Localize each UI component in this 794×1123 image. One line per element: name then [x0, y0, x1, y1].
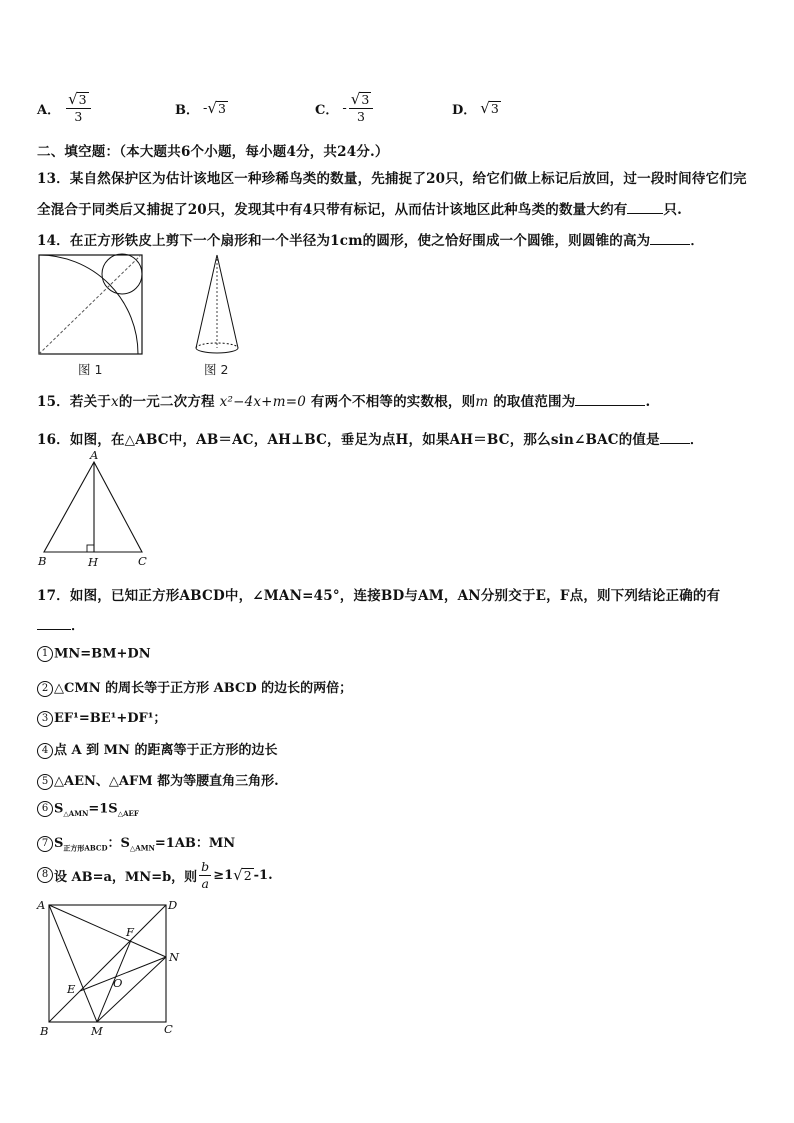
q17-item-1: 1 MN=BM+DN — [37, 646, 151, 662]
segment-an — [49, 905, 166, 957]
label-o: O — [113, 976, 123, 990]
q17-item-2: 2 △CMN 的周长等于正方形 ABCD 的边长的两倍； — [37, 677, 352, 697]
q13-line2: 全混合于同类后又捕捉了20只，发现其中有4只带有标记，从而估计该地区此种鸟类的数量大约有 只. — [37, 202, 683, 218]
label-d: D — [168, 898, 178, 912]
option-d-sqrt: √ 3 — [480, 99, 499, 117]
q17-answer-blank[interactable] — [37, 617, 71, 630]
q17-line2: ． — [37, 614, 85, 634]
q15-text: 15．若关于x的一元二次方程 x²−4x+m=0 有两个不相等的实数根，则m 的取值范围为 . — [37, 394, 651, 410]
q17-item-5: 5 △AEN、△AFM 都为等腰直角三角形. — [37, 770, 279, 790]
label-b: B — [38, 554, 47, 568]
option-a-label: A． — [37, 102, 61, 118]
q17-square-figure — [36, 895, 186, 1045]
segment-mn — [97, 957, 166, 1022]
option-a — [37, 88, 93, 128]
label-c: C — [164, 1022, 173, 1036]
q17-item-6: 6 $S_{\triangle AMN}=1S_{\triangle AEF}$ — [37, 801, 139, 818]
label-e: E — [67, 982, 76, 996]
q16-answer-blank[interactable] — [660, 431, 690, 444]
segment-am — [49, 905, 97, 1022]
option-c-sign: - — [342, 100, 347, 116]
option-a-fraction: √ 3 3 — [66, 91, 91, 125]
q14-figure-2-cone — [190, 250, 250, 360]
label-f: F — [126, 925, 134, 939]
q15-answer-blank[interactable] — [575, 393, 645, 406]
q13-answer-blank[interactable] — [627, 201, 663, 214]
option-b-sign: - — [203, 100, 208, 116]
label-a: A — [37, 898, 46, 912]
label-b: B — [40, 1024, 49, 1038]
label-m: M — [91, 1024, 103, 1038]
label-c: C — [138, 554, 147, 568]
option-c-fraction: √ 3 3 — [349, 91, 374, 125]
q17-item-8: 8 设 AB=a，MN=b，则 $\frac{b}{a}$ ≥1 √ 2 -1. — [37, 858, 273, 892]
option-c-label: C． — [315, 102, 339, 118]
q17-line1: 17．如图，已知正方形ABCD中，∠MAN=45°，连接BD与AM，AN分别交于E，F点，则下列结论正确的有 — [37, 588, 721, 604]
option-b-sqrt: √ 3 — [207, 99, 226, 117]
option-c — [315, 88, 375, 128]
q16-triangle-figure — [36, 448, 156, 570]
option-d — [452, 88, 501, 128]
label-h: H — [88, 555, 99, 569]
q16-text: 16．如图，在△ABC中，AB＝AC，AH⊥BC，垂足为点H，如果AH＝BC，那么sin∠BAC的值是 ． — [37, 432, 704, 448]
q13-line1: 13．某自然保护区为估计该地区一种珍稀鸟类的数量，先捕捉了20只，给它们做上标记后放回，过一段时间待它们完 — [37, 171, 747, 187]
fig2-caption: 图 2 — [204, 362, 229, 377]
fig1-caption: 图 1 — [78, 362, 103, 377]
option-b — [175, 88, 228, 128]
q15-equation: x²−4x+m=0 — [219, 394, 306, 410]
q14-text: 14．在正方形铁皮上剪下一个扇形和一个半径为1cm的圆形，使之恰好围成一个圆锥，则圆锥的高为 ． — [37, 233, 705, 249]
item8-sqrt: √ 2 — [233, 866, 252, 884]
segment-en — [80, 957, 166, 991]
item8-fraction: $\frac{b}{a}$ — [201, 859, 210, 891]
right-angle-mark — [87, 545, 94, 552]
q17-item-3: 3 EF¹=BE¹+DF¹； — [37, 707, 166, 727]
label-a: A — [90, 448, 99, 462]
triangle-abc — [44, 462, 142, 552]
q14-figure-1 — [36, 252, 146, 357]
option-d-label: D． — [452, 102, 477, 118]
option-b-label: B． — [175, 102, 199, 118]
section-heading: 二、填空题：（本大题共6个小题，每小题4分，共24分.） — [37, 144, 389, 160]
q17-item-4: 4 点 A 到 MN 的距离等于正方形的边长 — [37, 739, 277, 759]
q17-item-7: 7 $S_{正方形ABCD}$：$S_{\triangle AMN}=1AB$：MN — [37, 832, 235, 854]
label-n: N — [169, 950, 180, 964]
q14-answer-blank[interactable] — [650, 232, 690, 245]
